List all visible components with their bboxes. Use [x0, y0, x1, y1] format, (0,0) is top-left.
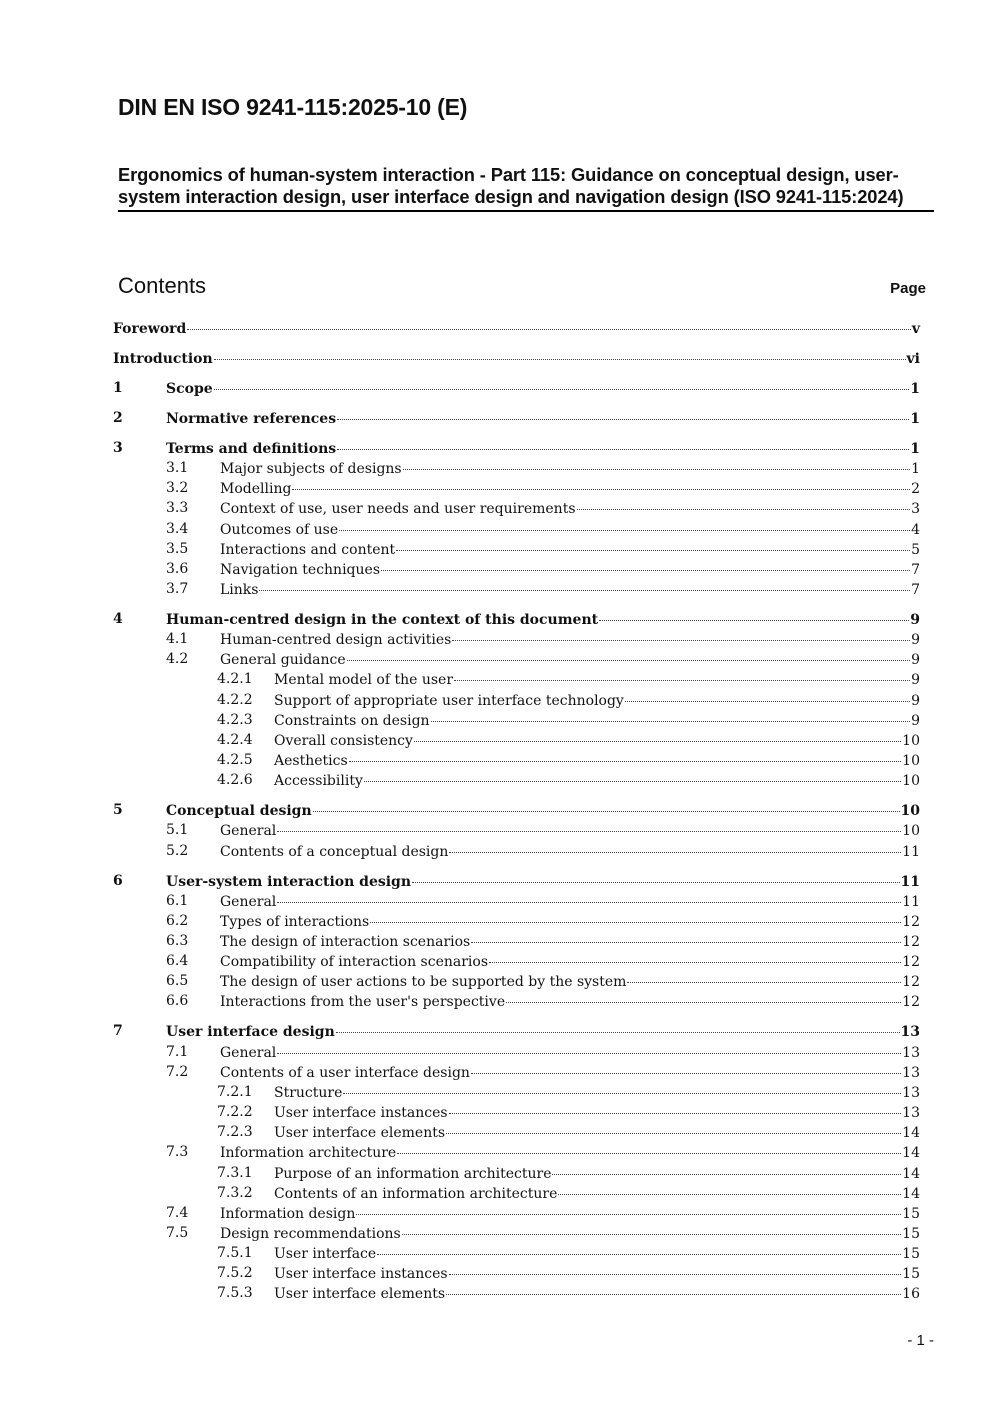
toc-entry-title: Structure	[274, 1085, 343, 1101]
toc-entry-number: 7.5	[166, 1225, 189, 1241]
toc-dot-leader	[402, 1220, 901, 1235]
toc-entry-number: 4.2.2	[217, 692, 253, 708]
toc-entry[interactable]	[0, 579, 992, 599]
toc-entry-page: 11	[900, 874, 920, 890]
toc-dot-leader	[414, 727, 901, 742]
toc-dot-leader	[377, 1240, 901, 1255]
toc-entry-page: 9	[911, 713, 920, 729]
toc-dot-leader	[364, 767, 901, 782]
toc-entry-number: 7.2	[166, 1064, 189, 1080]
toc-entry-number: 7.3	[166, 1144, 189, 1160]
toc-entry-page: 10	[902, 733, 920, 749]
toc-entry-title: Links	[220, 582, 259, 598]
toc-entry[interactable]	[0, 378, 992, 398]
toc-entry-title: User-system interaction design	[166, 874, 412, 890]
toc-entry-page: 1	[911, 461, 920, 477]
toc-dot-leader	[403, 455, 910, 470]
toc-entry-title: Human-centred design in the context of this document	[166, 612, 599, 628]
toc-entry-number: 6.4	[166, 953, 189, 969]
toc-entry-title: Major subjects of designs	[220, 461, 402, 477]
toc-dot-leader	[187, 315, 911, 330]
toc-entry-page: 1	[910, 441, 920, 457]
toc-dot-leader	[349, 747, 902, 762]
toc-entry-title: Context of use, user needs and user requirements	[220, 501, 576, 517]
toc-entry-number: 3.4	[166, 521, 189, 537]
toc-entry[interactable]	[0, 841, 992, 861]
toc-entry-page: 15	[902, 1246, 920, 1262]
toc-dot-leader	[277, 888, 901, 903]
toc-entry-number: 3.7	[166, 581, 189, 597]
toc-dot-leader	[449, 1099, 902, 1114]
toc-entry[interactable]	[0, 669, 992, 689]
toc-entry-page: 10	[902, 753, 920, 769]
toc-entry-page: 12	[902, 994, 920, 1010]
toc-dot-leader	[625, 687, 910, 702]
toc-entry-number: 4.2.1	[217, 671, 253, 687]
toc-dot-leader	[277, 1039, 901, 1054]
toc-dot-leader	[381, 556, 910, 571]
toc-entry[interactable]	[0, 991, 992, 1011]
toc-entry-number: 1	[113, 380, 123, 396]
toc-entry-number: 6.5	[166, 973, 189, 989]
toc-entry-page: 7	[911, 582, 920, 598]
toc-entry-title: Design recommendations	[220, 1226, 401, 1242]
contents-heading: Contents	[118, 273, 207, 298]
toc-entry-title: Navigation techniques	[220, 562, 381, 578]
toc-entry-title: User interface	[274, 1246, 377, 1262]
toc-dot-leader	[412, 868, 899, 883]
toc-entry-page: 13	[902, 1085, 920, 1101]
toc-dot-leader	[599, 606, 909, 621]
toc-entry-page: 15	[902, 1226, 920, 1242]
toc-entry-number: 4.2.3	[217, 712, 253, 728]
toc-entry-number: 7.2.3	[217, 1124, 253, 1140]
toc-entry-title: User interface elements	[274, 1125, 446, 1141]
toc-entry-page: 10	[902, 823, 920, 839]
document-id: DIN EN ISO 9241-115:2025-10 (E)	[118, 94, 468, 120]
footer-page-number: - 1 -	[907, 1332, 934, 1349]
toc-entry-number: 7.5.1	[217, 1245, 253, 1261]
toc-dot-leader	[558, 1180, 901, 1195]
toc-dot-leader	[347, 646, 910, 661]
toc-entry-title: General	[220, 894, 277, 910]
toc-entry-number: 4.2.6	[217, 772, 253, 788]
toc-dot-leader	[471, 1059, 901, 1074]
page-column-heading: Page	[890, 280, 926, 297]
toc-dot-leader	[397, 1139, 901, 1154]
toc-entry-title: Human-centred design activities	[220, 632, 452, 648]
toc-dot-leader	[337, 435, 909, 450]
toc-dot-leader	[577, 495, 911, 510]
toc-dot-leader	[337, 405, 909, 420]
toc-entry[interactable]	[0, 1283, 992, 1303]
toc-entry-page: 16	[902, 1286, 920, 1302]
toc-entry-number: 3.3	[166, 500, 189, 516]
toc-entry-page: 9	[911, 632, 920, 648]
toc-entry-number: 2	[113, 410, 123, 426]
toc-entry-number: 4.2.4	[217, 732, 253, 748]
toc-entry[interactable]	[0, 348, 992, 368]
toc-entry-page: 13	[902, 1045, 920, 1061]
toc-entry-page: 3	[911, 501, 920, 517]
toc-entry-number: 6.1	[166, 893, 189, 909]
toc-dot-leader	[552, 1160, 901, 1175]
toc-entry-page: 11	[902, 844, 920, 860]
toc-entry-title: Overall consistency	[274, 733, 413, 749]
toc-entry-number: 3.2	[166, 480, 189, 496]
toc-entry-page: 7	[911, 562, 920, 578]
toc-entry-title: Contents of a conceptual design	[220, 844, 449, 860]
toc-entry-title: Scope	[166, 381, 213, 397]
toc-dot-leader	[506, 988, 901, 1003]
toc-entry-number: 4.1	[166, 631, 189, 647]
toc-dot-leader	[446, 1280, 901, 1295]
toc-entry-title: Mental model of the user	[274, 672, 454, 688]
toc-entry-page: 13	[902, 1105, 920, 1121]
toc-entry-number: 7.3.2	[217, 1185, 253, 1201]
toc-entry-title: User interface design	[166, 1024, 335, 1040]
toc-entry-page: 9	[911, 672, 920, 688]
toc-entry-number: 3	[113, 440, 123, 456]
toc-entry-page: 14	[902, 1125, 920, 1141]
toc-entry-page: 10	[902, 773, 920, 789]
toc-dot-leader	[449, 838, 901, 853]
toc-entry-title: Aesthetics	[274, 753, 348, 769]
toc-dot-leader	[214, 345, 906, 360]
toc-entry-page: 14	[902, 1166, 920, 1182]
toc-entry-number: 5.2	[166, 843, 189, 859]
toc-entry-number: 7.5.3	[217, 1285, 253, 1301]
toc-entry[interactable]	[0, 1021, 992, 1041]
toc-entry-number: 7.1	[166, 1044, 189, 1060]
toc-entry[interactable]	[0, 820, 992, 840]
toc-entry-page: vi	[906, 351, 920, 367]
toc-entry-page: 15	[902, 1266, 920, 1282]
toc-entry-title: User interface instances	[274, 1266, 448, 1282]
toc-dot-leader	[339, 516, 910, 531]
toc-entry-page: 15	[902, 1206, 920, 1222]
toc-dot-leader	[489, 948, 901, 963]
toc-entry-title: General	[220, 823, 277, 839]
toc-entry-title: Compatibility of interaction scenarios	[220, 954, 489, 970]
toc-dot-leader	[446, 1119, 901, 1134]
toc-entry-title: Modelling	[220, 481, 292, 497]
toc-entry-page: 1	[910, 411, 920, 427]
toc-dot-leader	[627, 968, 901, 983]
toc-dot-leader	[396, 536, 910, 551]
toc-entry-number: 7.4	[166, 1205, 189, 1221]
toc-dot-leader	[454, 666, 910, 681]
toc-entry-title: Normative references	[166, 411, 337, 427]
toc-entry[interactable]	[0, 770, 992, 790]
toc-entry-title: General guidance	[220, 652, 346, 668]
toc-entry-title: Information architecture	[220, 1145, 397, 1161]
toc-entry-page: 12	[902, 914, 920, 930]
toc-entry-number: 3.6	[166, 561, 189, 577]
toc-entry-title: Outcomes of use	[220, 522, 339, 538]
toc-entry-number: 6.6	[166, 993, 189, 1009]
toc-entry-page: 12	[902, 974, 920, 990]
toc-entry[interactable]	[0, 1142, 992, 1162]
toc-entry-title: User interface instances	[274, 1105, 448, 1121]
toc-entry-page: 12	[902, 934, 920, 950]
toc-entry[interactable]	[0, 318, 992, 338]
toc-dot-leader	[292, 475, 910, 490]
toc-entry-page: v	[911, 321, 920, 337]
toc-entry-title: Support of appropriate user interface technology	[274, 693, 624, 709]
toc-entry-number: 4.2	[166, 651, 189, 667]
toc-dot-leader	[214, 375, 910, 390]
toc-entry-number: 6	[113, 873, 123, 889]
toc-entry-page: 1	[910, 381, 920, 397]
toc-entry-page: 12	[902, 954, 920, 970]
toc-entry-page: 13	[900, 1024, 920, 1040]
toc-entry-number: 3.1	[166, 460, 189, 476]
document-title: Ergonomics of human-system interaction - Part 115: Guidance on conceptual design, user-system interaction design, user interface design and navigation design (ISO 9241-115:2024)	[118, 164, 934, 212]
toc-entry-title: Terms and definitions	[166, 441, 337, 457]
toc-entry-title: Contents of an information architecture	[274, 1186, 558, 1202]
toc-entry-title: Information design	[220, 1206, 356, 1222]
toc-entry-title: Introduction	[113, 351, 213, 367]
toc-entry-page: 10	[900, 803, 920, 819]
toc-dot-leader	[452, 626, 910, 641]
toc-entry-number: 4	[113, 611, 123, 627]
toc-dot-leader	[259, 576, 910, 591]
toc-entry-number: 6.2	[166, 913, 189, 929]
toc-entry-title: Constraints on design	[274, 713, 430, 729]
toc-entry-title: Foreword	[113, 321, 187, 337]
toc-dot-leader	[431, 707, 911, 722]
toc-entry-number: 7.2.1	[217, 1084, 253, 1100]
toc-dot-leader	[471, 928, 901, 943]
toc-entry-title: Types of interactions	[220, 914, 370, 930]
toc-entry-page: 9	[911, 652, 920, 668]
toc-entry-page: 14	[902, 1145, 920, 1161]
toc-entry-page: 13	[902, 1065, 920, 1081]
toc-entry-page: 9	[911, 693, 920, 709]
toc-entry-number: 7.2.2	[217, 1104, 253, 1120]
toc-entry-page: 14	[902, 1186, 920, 1202]
toc-entry-number: 7	[113, 1023, 123, 1039]
toc-entry-title: The design of interaction scenarios	[220, 934, 471, 950]
toc-dot-leader	[370, 908, 901, 923]
toc-entry-title: Accessibility	[274, 773, 363, 789]
toc-entry-title: The design of user actions to be supported by the system	[220, 974, 627, 990]
toc-dot-leader	[336, 1018, 900, 1033]
toc-entry-number: 5.1	[166, 822, 189, 838]
toc-entry-title: Contents of a user interface design	[220, 1065, 470, 1081]
toc-entry-page: 2	[911, 481, 920, 497]
toc-dot-leader	[313, 797, 900, 812]
toc-entry-title: Conceptual design	[166, 803, 312, 819]
toc-entry-number: 7.5.2	[217, 1265, 253, 1281]
toc-entry-number: 5	[113, 802, 123, 818]
toc-entry-title: Purpose of an information architecture	[274, 1166, 552, 1182]
toc-dot-leader	[356, 1200, 901, 1215]
toc-dot-leader	[449, 1260, 902, 1275]
toc-entry-title: User interface elements	[274, 1286, 446, 1302]
toc-entry[interactable]	[0, 498, 992, 518]
toc-entry-title: General	[220, 1045, 277, 1061]
toc-entry-number: 4.2.5	[217, 752, 253, 768]
toc-entry-title: Interactions from the user's perspective	[220, 994, 506, 1010]
toc-entry-page: 11	[902, 894, 920, 910]
toc-entry-page: 9	[910, 612, 920, 628]
toc-entry[interactable]	[0, 408, 992, 428]
toc-entry-page: 4	[911, 522, 920, 538]
toc-entry-number: 7.3.1	[217, 1165, 253, 1181]
toc-entry-number: 6.3	[166, 933, 189, 949]
toc-entry-number: 3.5	[166, 541, 189, 557]
toc-dot-leader	[277, 817, 901, 832]
toc-entry-page: 5	[911, 542, 920, 558]
toc-dot-leader	[343, 1079, 901, 1094]
toc-entry-title: Interactions and content	[220, 542, 396, 558]
